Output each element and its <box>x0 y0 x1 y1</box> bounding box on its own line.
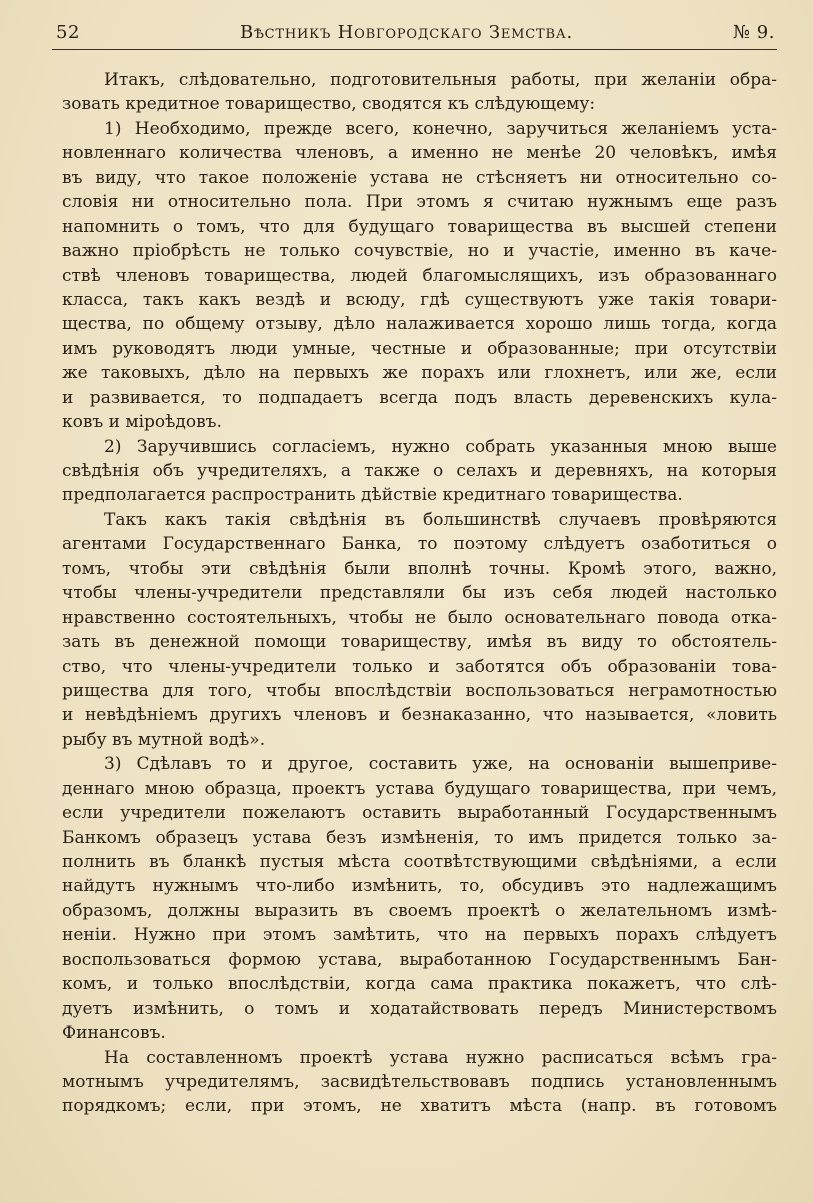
running-head <box>56 22 775 50</box>
text-line: Банкомъ образецъ устава безъ измѣненія, то имъ придется только за- <box>62 827 777 848</box>
text-line: деннаго мною образца, проектъ устава будущаго товарищества, при чемъ, <box>62 778 777 799</box>
page-number: 52 <box>56 22 80 43</box>
text-line: рыбу въ мутной водѣ». <box>62 729 266 750</box>
text-line: неніи. Нужно при этомъ замѣтить, что на первыхъ порахъ слѣдуетъ <box>62 925 777 946</box>
text-line: новленнаго количества членовъ, а именно не менѣе 20 человѣкъ, имѣя <box>62 143 777 164</box>
text-line: и развивается, то подпадаетъ всегда подъ власть деревенскихъ кула- <box>62 387 777 408</box>
text-line: найдутъ нужнымъ что-либо измѣнить, то, обсудивъ это надлежащимъ <box>62 876 777 897</box>
text-line: напомнить о томъ, что для будущаго товарищества въ высшей степени <box>62 216 777 237</box>
text-line: агентами Государственнаго Банка, то поэтому слѣдуетъ озаботиться о <box>62 534 777 555</box>
header-rule <box>52 49 777 50</box>
text-line: 3) Сдѣлавъ то и другое, составить уже, на основаніи вышеприве- <box>104 754 777 775</box>
text-line: полнить въ бланкѣ пустыя мѣста соотвѣтствующими свѣдѣніями, а если <box>62 852 777 872</box>
text-line: мотнымъ учредителямъ, засвидѣтельствовавъ подпись установленнымъ <box>62 1071 777 1092</box>
text-line: ствѣ членовъ товарищества, людей благомыслящихъ, изъ образованнаго <box>62 265 777 286</box>
text-line: образомъ, должны выразить въ своемъ проектѣ о желательномъ измѣ- <box>62 900 777 921</box>
text-line: ковъ и міроѣдовъ. <box>62 412 222 433</box>
text-line: ство, что члены-учредители только и заботятся объ образованіи това- <box>62 656 777 677</box>
body-text <box>62 68 777 1119</box>
text-line: предполагается распространить дѣйствіе кредитнаго товарищества. <box>62 485 683 506</box>
text-line: зовать кредитное товарищество, сводятся къ слѣдующему: <box>62 94 596 115</box>
text-line: нравственно состоятельныхъ, чтобы не было основательнаго повода отка- <box>62 607 777 628</box>
text-line: имъ руководятъ люди умные, честные и образованные; при отсутствіи <box>62 338 777 359</box>
text-line: Финансовъ. <box>62 1023 166 1044</box>
text-line: 1) Необходимо, прежде всего, конечно, заручиться желаніемъ уста- <box>104 118 777 139</box>
text-line: зать въ денежной помощи товариществу, имѣя въ виду то обстоятель- <box>62 632 777 653</box>
text-line: свѣдѣнія объ учредителяхъ, а также о селахъ и деревняхъ, на которыя <box>62 461 777 481</box>
text-line: въ виду, что такое положеніе устава не стѣсняетъ ни относительно со- <box>62 167 777 188</box>
text-line: дуетъ измѣнить, о томъ и ходатайствовать передъ Министерствомъ <box>62 998 777 1019</box>
text-line: важно пріобрѣсть не только сочувствіе, но и участіе, именно въ каче- <box>62 241 777 262</box>
text-line: и невѣдѣніемъ другихъ членовъ и безнаказанно, что называется, «ловить <box>62 705 777 726</box>
text-line: же таковыхъ, дѣло на первыхъ же порахъ или глохнетъ, или же, если <box>62 363 777 384</box>
text-line: 2) Заручившись согласіемъ, нужно собрать указанныя мною выше <box>104 436 777 457</box>
text-line: воспользоваться формою устава, выработанною Государственнымъ Бан- <box>62 949 777 970</box>
text-line: Итакъ, слѣдовательно, подготовительныя работы, при желаніи обра- <box>104 70 777 90</box>
text-line: На составленномъ проектѣ устава нужно расписаться всѣмъ гра- <box>104 1047 777 1068</box>
issue-number: № 9. <box>733 22 775 43</box>
text-line: чтобы члены-учредители представляли бы изъ себя людей настолько <box>62 583 777 604</box>
text-line: рищества для того, чтобы впослѣдствіи воспользоваться неграмотностью <box>62 680 777 701</box>
text-line: словія ни относительно пола. При этомъ я считаю нужнымъ еще разъ <box>62 192 777 213</box>
text-line: комъ, и только впослѣдствіи, когда сама практика покажетъ, что слѣ- <box>62 974 777 995</box>
text-line: класса, такъ какъ вездѣ и всюду, гдѣ существуютъ уже такія товари- <box>62 289 777 310</box>
text-line: Такъ какъ такія свѣдѣнія въ большинствѣ случаевъ провѣряются <box>104 509 777 530</box>
journal-title: Вѣстникъ Новгородскаго Земства. <box>239 22 574 43</box>
text-line: порядкомъ; если, при этомъ, не хватитъ мѣста (напр. въ готовомъ <box>62 1096 777 1117</box>
text-line: щества, по общему отзыву, дѣло налаживается хорошо лишь тогда, когда <box>62 314 777 335</box>
text-line: если учредители пожелаютъ оставить выработанный Государственнымъ <box>62 803 777 824</box>
text-line: томъ, чтобы эти свѣдѣнія были вполнѣ точны. Кромѣ этого, важно, <box>62 558 777 579</box>
